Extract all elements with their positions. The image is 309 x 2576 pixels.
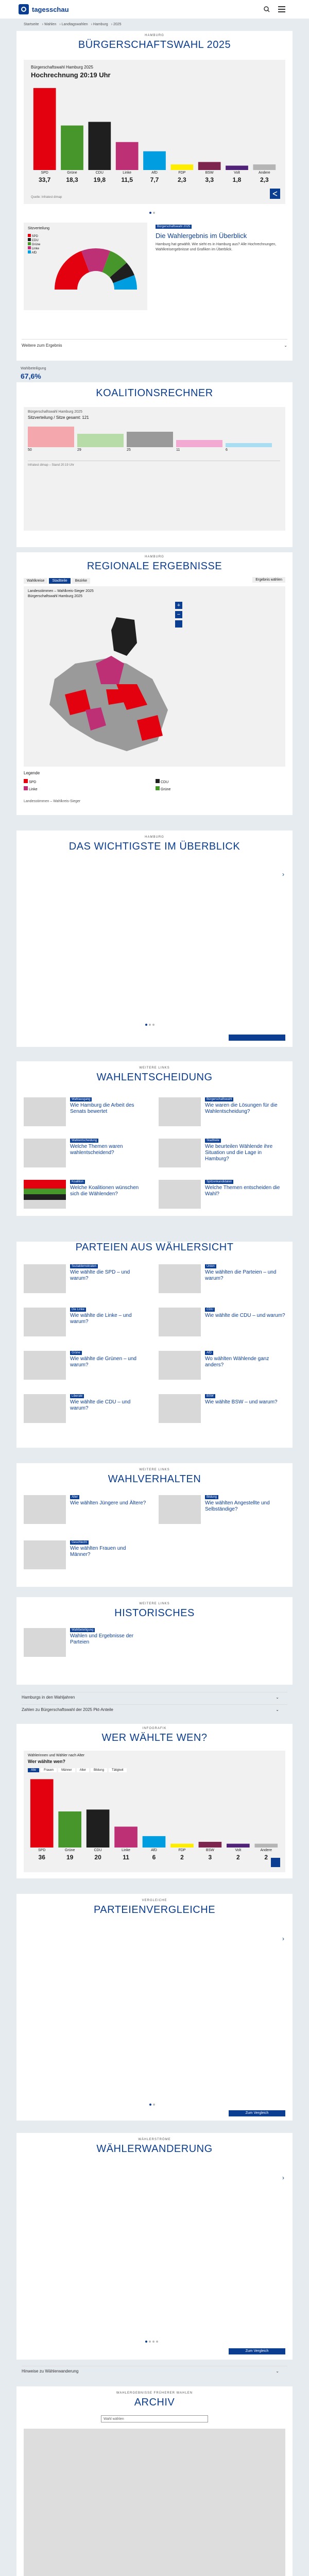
archive-panel [24,2429,285,2576]
coalition-bar[interactable] [176,440,222,447]
logo-icon [19,4,29,14]
news-title[interactable]: Die Wahlergebnis im Überblick [156,232,247,240]
turnout-label: Wahlbeteiligung [21,367,46,370]
who-title: WER WÄHLTE WEN? [101,1732,208,1743]
teaser-title[interactable]: Wie wählte die Linke – und warum? [70,1313,132,1325]
tab-stadtteile[interactable]: Stadtteile [49,578,70,584]
bar-value: 3,3 [205,176,214,183]
breadcrumb: Startseite › Wahlen › Landtagswahlen › Hamburg › 2025 [24,23,122,26]
tab-maenner[interactable]: Männer [58,1768,75,1772]
teaser-kicker: BSW [205,1394,215,1398]
menu-icon[interactable] [278,6,285,12]
tab-alter[interactable]: Alter [77,1768,89,1772]
teaser-title[interactable]: Wie wählten Frauen und Männer? [70,1546,126,1557]
legend-item: Linke [24,786,38,791]
map-footer: Landesstimmen – Wahlkreis-Sieger [24,800,81,803]
behaviour-title: WAHLVERHALTEN [108,1473,201,1485]
parties-title: PARTEIEN AUS WÄHLERSICHT [75,1242,234,1253]
legend-item: CDU [31,239,39,242]
seats-title: Sitzverteilung [28,227,50,230]
link-accordion[interactable] [22,1695,279,1700]
zoom-out-icon[interactable]: − [175,611,182,618]
bar-fdp [170,1844,194,1848]
teaser-kicker: AfD [205,1351,213,1355]
accordion-label: Weitere zum Ergebnis [22,343,62,348]
turnout-value: 67,6% [21,372,41,380]
compare-button[interactable]: Zum Vergleich [229,2110,285,2116]
result-select[interactable]: Ergebnis wählen [252,577,285,583]
teaser-title[interactable]: Wie Hamburg die Arbeit des Senats bewertet [70,1103,134,1114]
chevron-right-icon[interactable]: › [282,1935,284,1942]
chevron-down-icon: ⌄ [284,343,287,348]
tab-bezirke[interactable]: Bezirke [72,578,90,584]
teaser-image[interactable] [159,1264,201,1293]
carousel-dots[interactable] [149,2101,157,2107]
who-section [16,1724,293,1878]
teaser-title[interactable]: Wie wählten Angestellte und Selbständige? [205,1500,270,1512]
chevron-down-icon: ⌄ [276,1695,279,1700]
bar-label: AfD [151,171,158,175]
teaser-title[interactable]: Wie wählte die SPD – und warum? [70,1269,130,1281]
bar-label: FDP [178,171,186,175]
teaser-kicker: Wahlausgang [70,1097,92,1101]
bar-volt [226,166,248,171]
accordion-label: Hamburgs in den Wahljahren [22,1695,75,1700]
teaser-title[interactable]: Welche Themen waren wahlentscheidend? [70,1144,123,1156]
bar-value: 18,3 [66,176,78,183]
who-tabs [28,1766,127,1772]
chevron-down-icon: ⌄ [276,1707,279,1712]
teaser-image[interactable] [24,1139,66,1167]
share-icon[interactable] [270,189,280,199]
hero-section [16,31,293,361]
seats-panel [24,223,147,310]
who-kicker: INFOGRAFIK [142,1727,167,1730]
hero-kicker: HAMBURG [145,34,164,37]
bar-label: Grüne [67,171,77,175]
overview-button[interactable] [229,1035,285,1041]
bar-fdp [170,164,193,170]
teaser-image[interactable] [24,1264,66,1293]
bar-label: SPD [38,1849,46,1852]
teaser-title[interactable]: Welche Koalitionen wünschen sich die Wählenden? [70,1185,139,1197]
migration-section [16,2133,293,2360]
bar-label: BSW [205,1849,214,1852]
legend-item: SPD [24,779,36,784]
tab-bildung[interactable]: Bildung [91,1768,107,1772]
accordion-label: Hinweise zu Wählerwanderung [22,2369,79,2374]
coalition-section [16,382,293,547]
coalition-value: 25 [127,448,131,452]
chart-subtitle: Bürgerschaftswahl Hamburg 2025 [31,65,93,70]
bar-spd [33,88,56,170]
migration-title: WÄHLERWANDERUNG [96,2143,213,2155]
breadcrumb-item[interactable]: Wahlen [44,23,57,26]
coalition-label: Sitzverteilung / Sitze gesamt: 121 [28,415,89,420]
coalition-sub: Bürgerschaftswahl Hamburg 2025 [28,410,82,414]
compare-kicker: VERGLEICHE [142,1899,167,1902]
bar-cdu [88,122,111,171]
teaser-kicker: Geschlecht [70,1540,89,1545]
regional-title: REGIONALE ERGEBNISSE [87,561,222,572]
logo-text: tagesschau [32,6,69,13]
teaser-title[interactable]: Wie wählten Jüngere und Ältere? [70,1500,146,1506]
bar-value: 19 [66,1854,74,1861]
teaser-title[interactable]: Wie wählte die CDU – und warum? [205,1313,285,1318]
bar-afd [143,1836,166,1848]
coalition-bar[interactable] [77,434,124,447]
carousel-dots[interactable] [145,1021,156,1027]
map-side: Bürgerschaftswahl Hamburg 2025 [28,595,82,598]
accordion-label: Zahlen zu Bürgerschaftswahl der 2025 Pkt-Anteile [22,1707,113,1712]
teaser-kicker: Wahlbeteiligung [70,1628,95,1632]
teaser-kicker: Spitzenkandidaten [205,1180,233,1184]
reset-icon[interactable] [175,620,182,628]
bar-value: 11,5 [121,176,133,183]
teaser-kicker: Liberale [70,1394,84,1398]
bar-label: Linke [123,171,132,175]
bar-value: 2 [180,1854,184,1861]
seats-semicircle [49,238,142,295]
legend-item: Grüne [31,243,41,246]
breadcrumb-item: 2025 [113,23,122,26]
search-icon[interactable] [264,6,271,12]
bar-value: 1,8 [232,176,242,183]
legend-item: AfD [31,251,37,255]
breadcrumb-item[interactable]: Landtagswahlen [61,23,88,26]
coalition-bar[interactable] [226,443,272,447]
overview-section [16,831,293,1047]
bar-value: 2,3 [260,176,269,183]
teaser-title[interactable]: Wie waren die Lösungen für die Wahlentscheidung? [205,1103,278,1114]
teaser-kicker: Die Linke [70,1308,86,1312]
teaser-image[interactable] [159,1308,201,1336]
tab-taetigkeit[interactable]: Tätigkeit [109,1768,127,1772]
tab-frauen[interactable]: Frauen [41,1768,57,1772]
teaser-image[interactable] [24,1097,66,1126]
chart-source: Quelle: Infratest dimap [31,196,62,199]
bar-label: CDU [94,1849,102,1852]
chevron-right-icon[interactable]: › [282,2174,284,2181]
teaser-image[interactable] [24,1540,66,1569]
more-results-accordion[interactable] [22,343,287,348]
teaser-title[interactable]: Wie wählten die Parteien – und warum? [205,1269,277,1281]
overview-title: DAS WICHTIGSTE IM ÜBERBLICK [68,841,241,852]
teaser-image[interactable] [24,1180,66,1209]
bar-value: 6 [152,1854,156,1861]
coalition-bar[interactable] [28,427,74,447]
teaser-image[interactable] [159,1097,201,1126]
teaser-title[interactable]: Wie wählte die CDU – und warum? [70,1399,131,1411]
bar-value: 36 [38,1854,45,1861]
coalition-panel [24,407,285,531]
who-chart-panel [24,1751,285,1872]
compare-section [16,1894,293,2121]
teaser-title[interactable]: Welche Themen entscheiden die Wahl? [205,1185,280,1197]
migration-button[interactable]: Zum Vergleich [229,2348,285,2354]
carousel-dots[interactable] [149,209,157,215]
bar-label: CDU [95,171,104,175]
teaser-kicker: Wahlentscheidung [70,1139,98,1143]
bar-spd [30,1779,54,1848]
zoom-controls [175,602,182,638]
bar-andere [253,164,276,170]
historic-section [16,1597,293,1685]
tab-alle[interactable]: Alle [28,1768,39,1772]
overview-kicker: HAMBURG [145,836,164,839]
bar-grüne [58,1811,81,1848]
breadcrumb-item[interactable]: Startseite [24,23,39,26]
legend-item: Grüne [156,786,170,791]
legend-item: SPD [31,235,39,238]
teaser-title[interactable]: Wo wählten Wählende ganz anders? [205,1356,269,1368]
teaser-kicker: Grüne [70,1351,82,1355]
historic-title: HISTORISCHES [114,1607,195,1619]
migration-kicker: WÄHLERSTRÖME [138,2138,171,2141]
behaviour-section [16,1463,293,1587]
coalition-value: 11 [176,448,180,452]
bar-label: AfD [151,1849,157,1852]
coalition-value: 50 [28,448,32,452]
bar-bsw [199,1842,222,1848]
bar-label: BSW [205,171,214,175]
teaser-image[interactable] [24,1308,66,1336]
teaser-title[interactable]: Wie wählte die Grünen – und warum? [70,1356,136,1368]
tab-wahlkreise[interactable]: Wahlkreise [24,578,47,584]
compare-title: PARTEIENVERGLEICHE [93,1904,216,1916]
share-icon[interactable] [271,1858,280,1867]
news-text: Hamburg hat gewählt. Wie sieht es in Hamburg aus? Alle Hochrechnungen, Wahlkreisergebnisse und Grafiken im Überblick. [156,243,277,251]
archive-select[interactable]: Wahl wählen [101,2415,208,2422]
bar-value: 7,7 [150,176,159,183]
legend-item: CDU [156,779,168,784]
historic-kicker: WEITERE LINKS [139,1602,170,1605]
decision-kicker: WEITERE LINKS [139,1066,170,1070]
bar-linke [114,1826,138,1848]
chart-title: Hochrechnung 20:19 Uhr [31,71,111,79]
bar-label: Volt [234,171,240,175]
coalition-value: 29 [77,448,81,452]
bar-label: FDP [178,1849,186,1852]
news-badge: Bürgerschaftswahl 2025 [156,225,192,229]
migration-accordion[interactable] [22,2369,279,2374]
hero-title: BÜRGERSCHAFTSWAHL 2025 [78,39,231,50]
bar-volt [227,1844,250,1848]
bar-labels [31,171,278,192]
regional-tabs [24,577,90,584]
carousel-dots[interactable] [145,2338,160,2344]
teaser-image[interactable] [24,1394,66,1423]
bar-value: 20 [94,1854,101,1861]
archive-kicker: WAHLERGEBNISSE FRÜHERER WAHLEN [116,2392,193,2395]
teaser-kicker: Union [205,1264,216,1268]
behaviour-kicker: WEITERE LINKS [139,1468,170,1471]
bar-label: SPD [41,171,48,175]
decision-section [16,1061,293,1216]
teaser-image[interactable] [159,1180,201,1209]
result-chart-panel [24,60,285,204]
who-bar-chart [28,1775,280,1848]
teaser-image[interactable] [24,1628,66,1657]
teaser-kicker: Alter [70,1495,79,1499]
chevron-right-icon[interactable]: › [282,871,284,878]
regional-kicker: HAMBURG [145,555,164,558]
coalition-bar[interactable] [127,432,173,447]
coalition-value: 6 [226,448,228,452]
bar-linke [116,142,139,170]
teaser-kicker: Bürgerschaftswahl [205,1097,233,1101]
bar-label: Grüne [64,1849,75,1852]
header [0,0,309,19]
logo[interactable] [19,4,69,14]
teaser-kicker: Bildung [205,1495,218,1499]
bar-value: 2 [264,1854,268,1861]
teaser-image[interactable] [159,1351,201,1380]
teaser-kicker: CDU [205,1308,215,1312]
seats-legend [28,234,40,255]
who-bar-labels [28,1849,280,1867]
decision-title: WAHLENTSCHEIDUNG [96,1072,213,1083]
chevron-down-icon: ⌄ [276,2369,279,2374]
teaser-title[interactable]: Wie beurteilen Wählende ihre Situation und die Lage in Hamburg? [205,1144,273,1162]
bar-label: Andere [260,1849,272,1852]
who-label: Wer wählte wen? [28,1759,65,1764]
coalition-title: KOALITIONSRECHNER [96,387,213,399]
archive-title: ARCHIV [134,2397,175,2408]
parties-section [16,1242,293,1448]
bar-cdu [87,1809,110,1848]
bar-label: Volt [235,1849,242,1852]
bar-value: 2 [236,1854,240,1861]
teaser-image[interactable] [159,1495,201,1524]
bar-grüne [61,126,83,170]
teaser-title[interactable]: Wahlen und Ergebnisse der Parteien [70,1633,134,1645]
teaser-title[interactable]: Wie wählte BSW – und warum? [205,1399,278,1405]
zoom-in-icon[interactable]: + [175,602,182,609]
bar-value: 19,8 [93,176,106,183]
bar-value: 2,3 [177,176,186,183]
bar-label: Linke [122,1849,130,1852]
bar-value: 33,7 [38,176,51,183]
bar-afd [143,151,166,170]
teaser-image[interactable] [159,1394,201,1423]
teaser-image[interactable] [24,1351,66,1380]
bar-value: 11 [123,1854,129,1861]
teaser-image[interactable] [24,1495,66,1524]
legend-title: Legende [24,771,40,775]
map-panel [24,586,285,767]
regional-section [16,552,293,815]
teaser-kicker: Stadtteile [205,1139,221,1143]
breadcrumb-item[interactable]: Hamburg [93,23,108,26]
who-sub: Wählerinnen und Wähler nach Alter [28,1754,85,1757]
teaser-kicker: Koalition [70,1180,85,1184]
bar-label: Andere [259,171,270,175]
legend-item: Linke [31,247,40,250]
archive-section [16,2386,293,2576]
bar-andere [254,1844,278,1848]
bar-bsw [198,162,221,170]
teaser-kicker: Sozialdemokraten [70,1264,98,1268]
teaser-image[interactable] [159,1139,201,1167]
result-bar-chart [31,82,278,170]
link-accordion[interactable] [22,1707,279,1712]
coalition-note: Infratest dimap – Stand 20:19 Uhr [28,464,75,467]
bar-value: 3 [208,1854,212,1861]
hamburg-map[interactable] [34,607,178,756]
map-title: Landesstimmen – Wahlkreis-Sieger 2025 [28,589,94,593]
